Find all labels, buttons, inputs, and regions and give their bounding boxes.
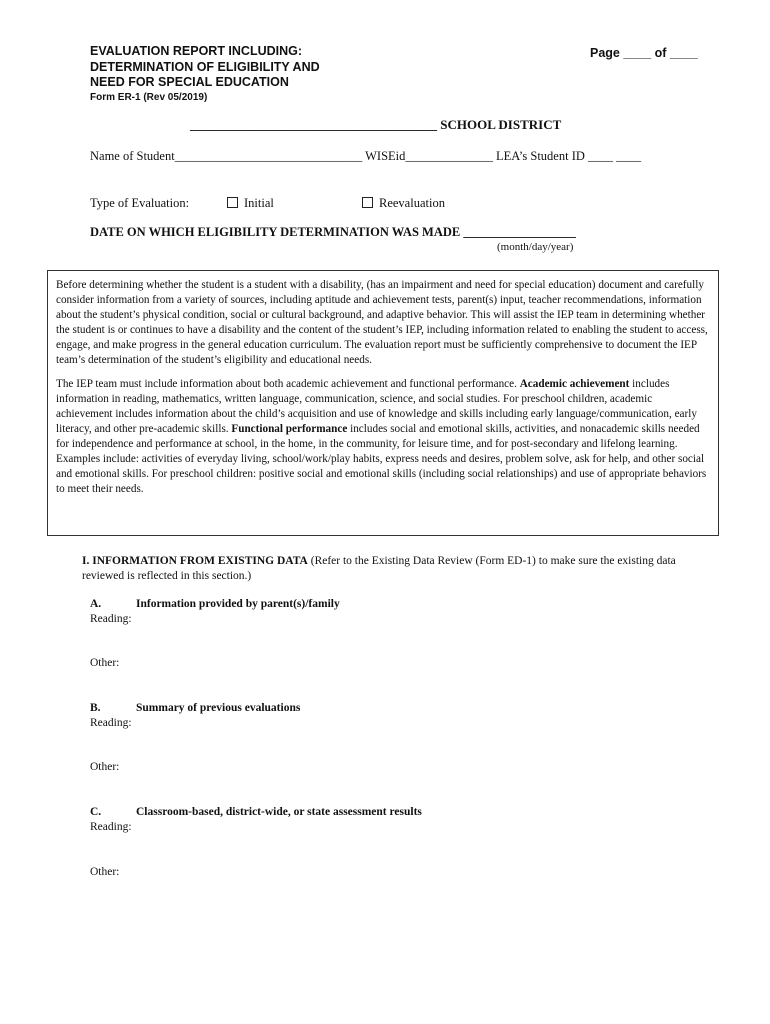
section-note: (Refer to the Existing Data Review (Form ED-1) to make sure the existing data reviewed is reflected in this section.) (82, 555, 676, 582)
subsection-a-reading[interactable]: Reading: (90, 613, 132, 625)
form-id: Form ER-1 (Rev 05/2019) (90, 92, 208, 103)
eligibility-date-field[interactable]: DATE ON WHICH ELIGIBILITY DETERMINATION WAS MADE __________________ (90, 225, 576, 239)
functional-performance-term: Functional performance (231, 423, 348, 435)
initial-label: Initial (244, 196, 274, 210)
para2-text-c: includes information in reading, mathematics, written language, communication, science, and social studies. For preschool children, academic achievement includes information about the child’s acquisition and use of knowledge and skills including early language/communication, early literacy, and other pre-academic skills. (56, 378, 697, 435)
school-district-field[interactable]: ______________________________________ SCHOOL DISTRICT (190, 117, 562, 132)
initial-checkbox[interactable] (227, 197, 238, 208)
para2-text-e: includes social and emotional skills, activities, and nonacademic skills needed for independence and performance at school, in the home, in the community, for leisure time, and for post-secondary and lifelong learning. Examples include: activities of everyday living, school/work/play habits, express needs and desires, problem solve, ask for help, and other social and emotional skills. For preschool children: positive social and emotional skills (including social relationships) and use of appropriate behaviors to meet their needs. (56, 423, 707, 495)
form-title: EVALUATION REPORT INCLUDING: DETERMINATION OF ELIGIBILITY AND NEED FOR SPECIAL EDUCATION (90, 44, 320, 89)
subsection-c-title: Classroom-based, district-wide, or state assessment results (136, 806, 422, 818)
instructions-box (47, 270, 719, 536)
date-format-hint: (month/day/year) (497, 241, 574, 253)
subsection-b-other[interactable]: Other: (90, 761, 120, 773)
subsection-b-letter: B. (90, 702, 101, 714)
subsection-a-other[interactable]: Other: (90, 657, 120, 669)
subsection-c-other[interactable]: Other: (90, 866, 120, 878)
subsection-b-title: Summary of previous evaluations (136, 702, 301, 714)
section-existing-data-heading (82, 554, 682, 584)
section-heading: I. INFORMATION FROM EXISTING DATA (82, 555, 308, 567)
subsection-b-reading[interactable]: Reading: (90, 717, 132, 729)
subsection-c-letter: C. (90, 806, 102, 818)
reevaluation-label: Reevaluation (379, 196, 445, 210)
student-info-line[interactable]: Name of Student______________________________ WISEid______________ LEA’s Student ID ____ ____ (90, 149, 642, 163)
evaluation-type-label: Type of Evaluation: (90, 196, 190, 210)
page-number: Page ____ of ____ (590, 46, 698, 60)
academic-achievement-term: Academic achievement (519, 378, 630, 390)
subsection-c-reading[interactable]: Reading: (90, 821, 132, 833)
reevaluation-checkbox[interactable] (362, 197, 373, 208)
para2-text-a: The IEP team must include information about both academic achievement and functional performance. (56, 378, 520, 390)
option-initial[interactable] (227, 196, 274, 211)
instructions-paragraph-1: Before determining whether the student is a student with a disability, (has an impairment and need for special education) document and carefully consider information from a variety of sources, including aptitude and achievement tests, parent(s) input, teacher recommendations, information about the student’s physical condition, social or cultural background, and adaptive behavior. This will assist the IEP team in determining whether the student is or continues to have a disability and the content of the student’s IEP, including information related to enabling the student to access, engage, and make progress in the general education curriculum. The evaluation report must be sufficiently comprehensive to document the IEP team’s determination of the student’s eligibility and educational needs. (56, 279, 708, 366)
instructions-paragraph-2 (56, 377, 710, 497)
subsection-a-title: Information provided by parent(s)/family (136, 598, 340, 610)
subsection-a-letter: A. (90, 598, 102, 610)
option-reevaluation[interactable] (362, 196, 445, 211)
